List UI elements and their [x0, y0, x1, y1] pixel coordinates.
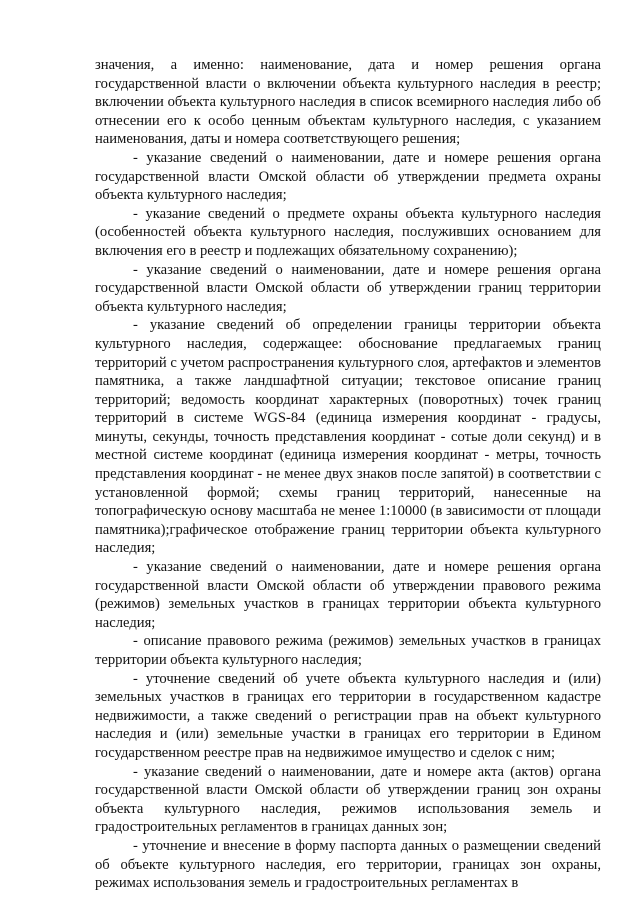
paragraph-protection-zones-decision: - указание сведений о наименовании, дате и номере акта (актов) органа государственной власти Омской области об утверждении границ зон охраны объекта культурного наследия, режимов использования земель и градостроительных регламентов в границах данных зон; — [95, 763, 601, 836]
paragraph-legal-regime-description: - описание правового режима (режимов) земельных участков в границах территории объекта культурного наследия; — [95, 633, 601, 668]
paragraph-cadastre-clarification: - уточнение сведений об учете объекта культурного наследия и (или) земельных участков в границах его территории в государственном кадастре недвижимости, а также сведений о регистрации прав на объект культурного наследия и (или) земельные участки в границах его территории в Едином государственном реестре прав на недвижимое имущество и сделок с ним; — [95, 670, 601, 761]
paragraph-continuation: значения, а именно: наименование, дата и номер решения органа государственной власти о включении объекта культурного наследия в реестр; включении объекта культурного наследия в список всемирного наследия либо об отнесении его к особо ценным объектам культурного наследия, с указанием наименования, даты и номера соответствующего решения; — [95, 57, 601, 148]
paragraph-territory-boundaries-definition: - указание сведений об определении границы территории объекта культурного наследия, содержащее: обоснование предлагаемых границ территорий с учетом распространения культурного слоя, артефактов и элементов памятника, а также ландшафтной ситуации; текстовое описание границ территорий; ведомость координат характерных (поворотных) точек границ территорий в системе WGS-84 (единица измерения координат - градусы, минуты, секунды, точность представления координат - сотые доли секунд) и в местной системе координат (единица измерения координат - метры, точность представления координат - не менее двух знаков после запятой) в соответствии с установленной формой; схемы границ территорий, нанесенные на топографическую основу масштаба не менее 1:10000 (в зависимости от площади памятника);графическое отображение границ территории объекта культурного наследия; — [95, 317, 601, 557]
paragraph-protection-subject-decision: - указание сведений о наименовании, дате и номере решения органа государственной власти Омской области об утверждении предмета охраны объекта культурного наследия; — [95, 149, 601, 204]
paragraph-passport-data: - уточнение и внесение в форму паспорта данных о размещении сведений об объекте культурного наследия, его территории, границах зон охраны, режимах использования земель и градостроительных регламентах в — [95, 837, 601, 892]
paragraph-territory-boundaries-decision: - указание сведений о наименовании, дате и номере решения органа государственной власти Омской области об утверждении границ территории объекта культурного наследия; — [95, 261, 601, 315]
document-page — [95, 56, 601, 893]
paragraph-protection-subject: - указание сведений о предмете охраны объекта культурного наследия (особенностей объекта культурного наследия, послуживших основанием для включения его в реестр и подлежащих обязательному сохранению); — [95, 205, 601, 259]
paragraph-legal-regime-decision: - указание сведений о наименовании, дате и номере решения органа государственной власти Омской области об утверждении правового режима (режимов) земельных участков в границах территории объекта культурного наследия; — [95, 559, 601, 631]
